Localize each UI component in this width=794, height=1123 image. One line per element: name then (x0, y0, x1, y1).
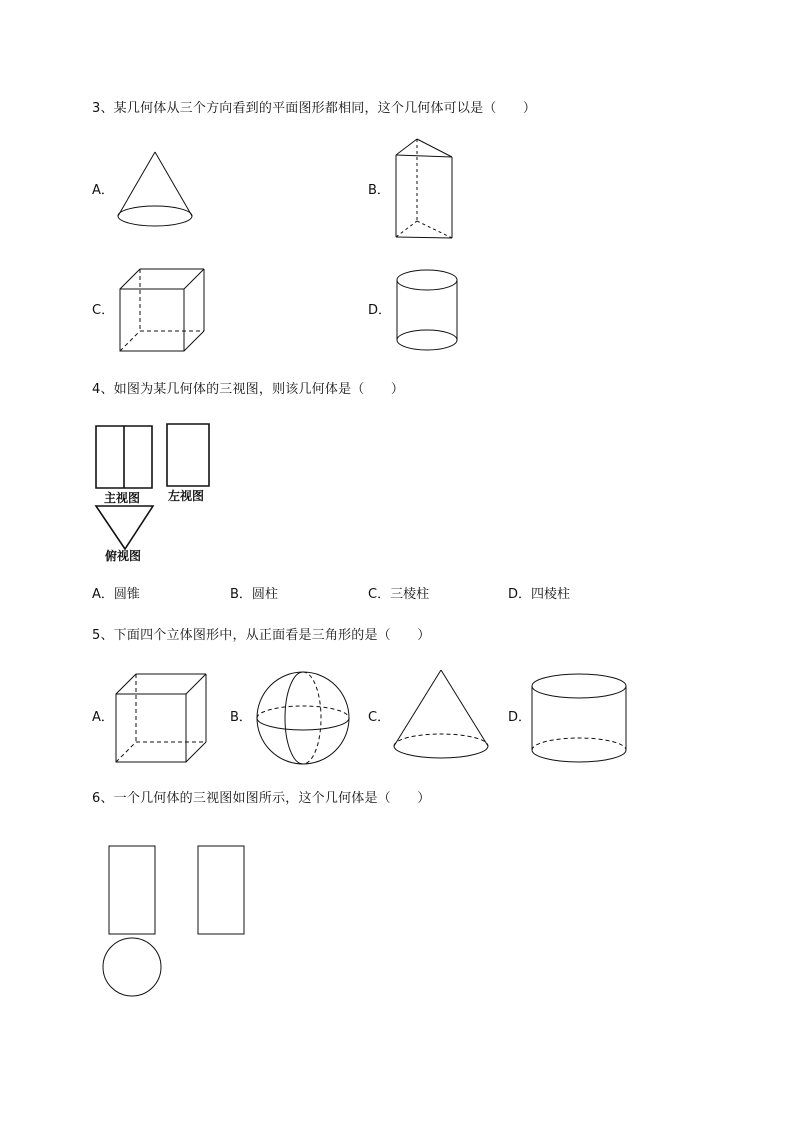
front-view-rectangle-icon (108, 845, 158, 937)
question-5-text: 5、下面四个立体图形中，从正面看是三角形的是（ ） (92, 628, 431, 643)
question-6-text: 6、一个几何体的三视图如图所示，这个几何体是（ ） (92, 791, 431, 806)
q3-option-d-label[interactable]: D． (368, 303, 392, 318)
q4-option-d-label: D． (508, 587, 532, 602)
left-view-label: 左视图 (168, 489, 205, 503)
top-view-label: 俯视图 (105, 549, 142, 563)
cylinder-icon (528, 670, 630, 768)
q4-option-c[interactable] (368, 586, 429, 604)
cube-icon (112, 670, 210, 766)
left-view-rectangle-icon (197, 845, 247, 937)
question-3-text: 3、某几何体从三个方向看到的平面图形都相同，这个几何体可以是（ ） (92, 101, 537, 116)
q3-option-b-label[interactable]: B． (368, 183, 390, 198)
q4-option-a-label: A． (92, 587, 114, 602)
q4-option-d[interactable] (508, 586, 570, 604)
q4-option-a-text: 圆锥 (113, 587, 140, 602)
q3-option-c-label[interactable]: C． (92, 303, 115, 318)
q5-option-d-label[interactable]: D． (508, 710, 532, 725)
cone-icon (112, 148, 202, 233)
q5-option-c-label[interactable]: C． (368, 710, 391, 725)
q4-option-b[interactable] (230, 586, 278, 604)
sphere-icon (252, 668, 354, 768)
triangular-prism-icon (390, 135, 460, 245)
q3-option-a-label[interactable]: A． (92, 183, 114, 198)
cube-icon (116, 265, 208, 357)
q4-option-b-text: 圆柱 (251, 587, 278, 602)
q4-option-d-text: 四棱柱 (531, 587, 571, 602)
q4-option-c-text: 三棱柱 (390, 587, 430, 602)
cylinder-icon (394, 266, 464, 356)
q5-option-a-label[interactable]: A． (92, 710, 114, 725)
q4-option-c-label: C． (368, 587, 391, 602)
q4-option-a[interactable] (92, 586, 140, 604)
q5-option-b-label[interactable]: B． (230, 710, 252, 725)
left-view-icon (164, 422, 214, 490)
question-4-text: 4、如图为某几何体的三视图，则该几何体是（ ） (92, 382, 405, 397)
front-view-icon (94, 424, 156, 492)
top-view-circle-icon (102, 937, 164, 999)
q4-option-b-label: B． (230, 587, 252, 602)
cone-icon (390, 666, 492, 766)
top-view-icon (94, 504, 156, 552)
front-view-label: 主视图 (104, 491, 141, 505)
